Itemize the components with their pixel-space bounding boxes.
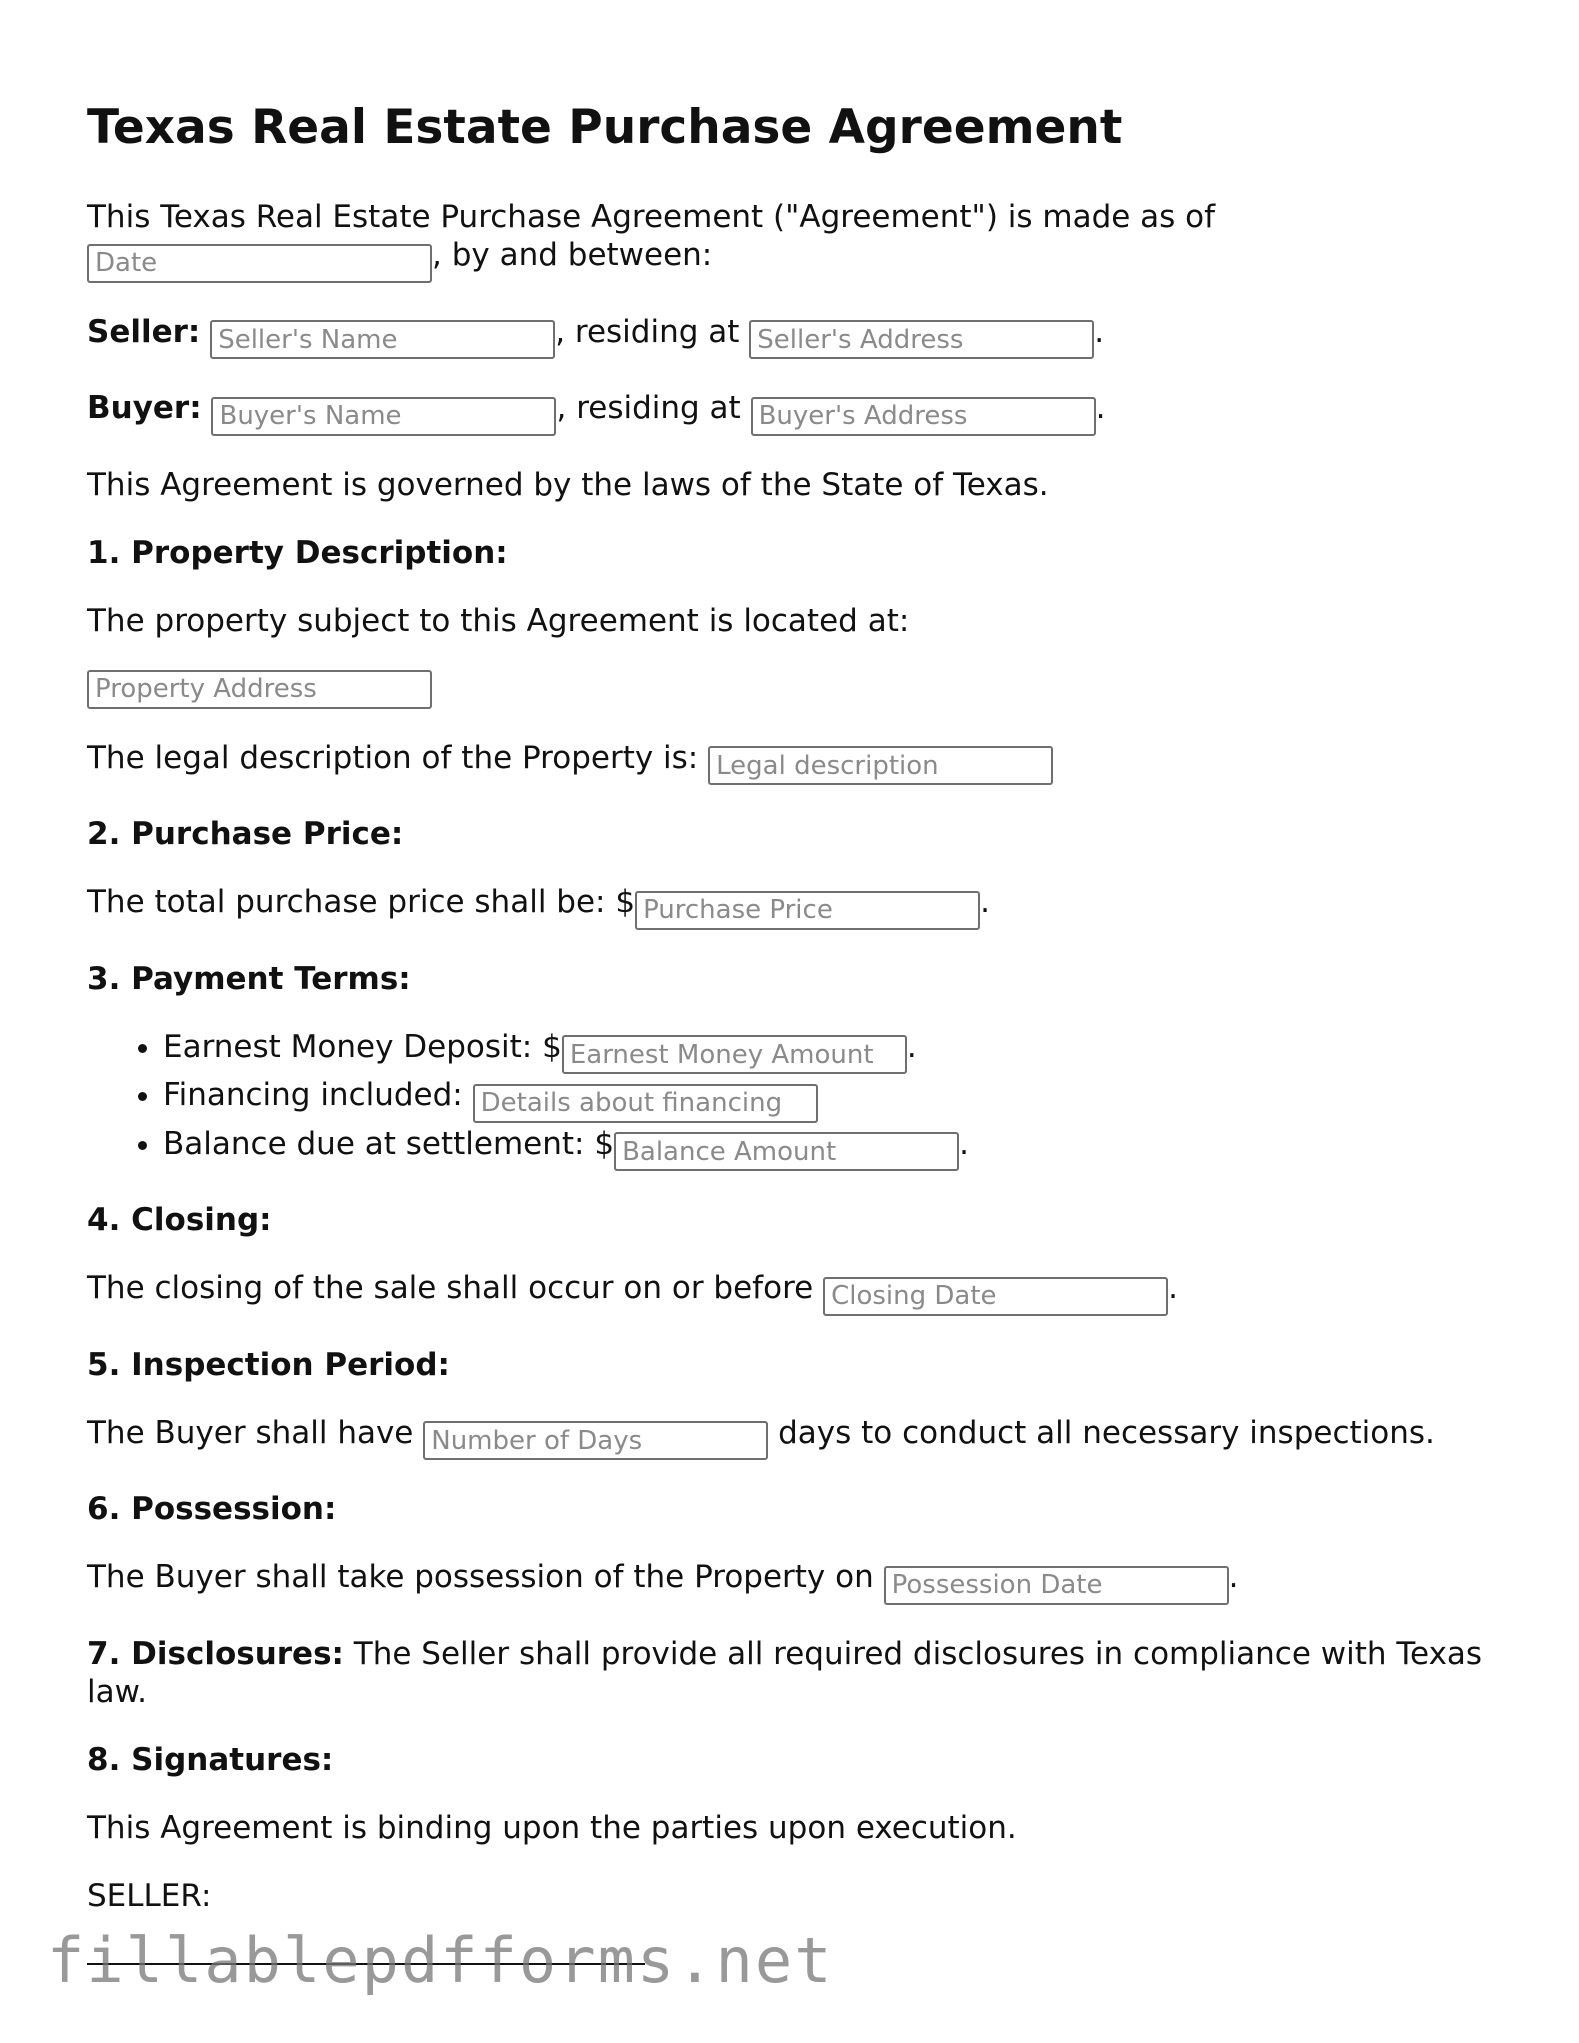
buyer-row-end: . bbox=[1095, 390, 1106, 426]
earnest-money-end: . bbox=[906, 1028, 917, 1065]
governing-law-text: This Agreement is governed by the laws of the State of Texas. bbox=[87, 466, 1049, 503]
section7-heading: 7. Disclosures: bbox=[87, 1635, 344, 1672]
balance-item bbox=[163, 1125, 1507, 1172]
payment-terms-list bbox=[87, 1028, 1507, 1172]
document-title: Texas Real Estate Purchase Agreement bbox=[87, 100, 1123, 155]
financing-label: Financing included: bbox=[163, 1077, 463, 1113]
earnest-money-item bbox=[163, 1028, 1507, 1075]
closing-row bbox=[87, 1269, 1507, 1316]
section6-heading: 6. Possession: bbox=[87, 1491, 337, 1527]
binding-text: This Agreement is binding upon the parties upon execution. bbox=[87, 1809, 1017, 1846]
purchase-price-text: The total purchase price shall be: $ bbox=[87, 884, 636, 920]
seller-address-field[interactable] bbox=[749, 320, 1094, 359]
buyer-label: Buyer: bbox=[87, 390, 202, 426]
section1-heading: 1. Property Description: bbox=[87, 534, 508, 571]
buyer-name-field[interactable] bbox=[211, 397, 556, 436]
intro-paragraph bbox=[87, 198, 1507, 283]
earnest-money-label: Earnest Money Deposit: $ bbox=[163, 1028, 562, 1065]
property-address-field[interactable] bbox=[87, 670, 432, 709]
seller-row bbox=[87, 313, 1507, 360]
section2-heading: 2. Purchase Price: bbox=[87, 816, 404, 852]
inspection-row bbox=[87, 1414, 1507, 1461]
balance-field[interactable] bbox=[614, 1132, 959, 1171]
inspection-days-field[interactable] bbox=[423, 1421, 768, 1460]
closing-text: The closing of the sale shall occur on or before bbox=[87, 1270, 814, 1306]
section4-heading: 4. Closing: bbox=[87, 1202, 272, 1238]
intro-text-after: , by and between: bbox=[432, 237, 713, 273]
possession-text: The Buyer shall take possession of the Property on bbox=[87, 1559, 874, 1595]
balance-label: Balance due at settlement: $ bbox=[163, 1125, 615, 1162]
agreement-date-field[interactable] bbox=[87, 244, 432, 283]
buyer-row bbox=[87, 389, 1507, 436]
seller-signature-label: SELLER: bbox=[87, 1877, 212, 1914]
section3-heading: 3. Payment Terms: bbox=[87, 960, 411, 997]
seller-label: Seller: bbox=[87, 313, 201, 350]
legal-description-text: The legal description of the Property is: bbox=[87, 739, 699, 776]
property-located-text: The property subject to this Agreement is located at: bbox=[87, 602, 910, 639]
section8-heading: 8. Signatures: bbox=[87, 1741, 334, 1778]
earnest-money-field[interactable] bbox=[562, 1035, 907, 1074]
legal-description-row bbox=[87, 739, 1507, 786]
possession-end: . bbox=[1228, 1559, 1239, 1595]
closing-date-field[interactable] bbox=[823, 1277, 1168, 1316]
financing-field[interactable] bbox=[473, 1084, 818, 1123]
disclosures-paragraph bbox=[87, 1635, 1507, 1711]
purchase-price-field[interactable] bbox=[635, 891, 980, 930]
possession-row bbox=[87, 1558, 1507, 1605]
buyer-address-field[interactable] bbox=[751, 397, 1096, 436]
financing-item bbox=[163, 1076, 1507, 1123]
buyer-residing-text: , residing at bbox=[556, 390, 741, 426]
purchase-price-row bbox=[87, 883, 1507, 930]
intro-text: This Texas Real Estate Purchase Agreement ("Agreement") is made as of bbox=[87, 199, 1216, 235]
inspection-text-after: days to conduct all necessary inspections. bbox=[778, 1414, 1435, 1451]
seller-name-field[interactable] bbox=[210, 320, 555, 359]
watermark: fillablepdfforms.net bbox=[47, 1924, 834, 1997]
seller-residing-text: , residing at bbox=[555, 313, 740, 350]
agreement-document bbox=[87, 100, 1507, 1965]
possession-date-field[interactable] bbox=[884, 1566, 1229, 1605]
closing-end: . bbox=[1168, 1270, 1178, 1306]
legal-description-field[interactable] bbox=[708, 746, 1053, 785]
balance-end: . bbox=[959, 1125, 969, 1162]
seller-row-end: . bbox=[1094, 313, 1105, 350]
inspection-text: The Buyer shall have bbox=[87, 1414, 414, 1451]
purchase-price-end: . bbox=[980, 884, 990, 920]
section5-heading: 5. Inspection Period: bbox=[87, 1346, 450, 1383]
property-address-row bbox=[87, 670, 1507, 709]
disclosures-text: The Seller shall provide all required disclosures in compliance with Texas law. bbox=[87, 1635, 1483, 1710]
